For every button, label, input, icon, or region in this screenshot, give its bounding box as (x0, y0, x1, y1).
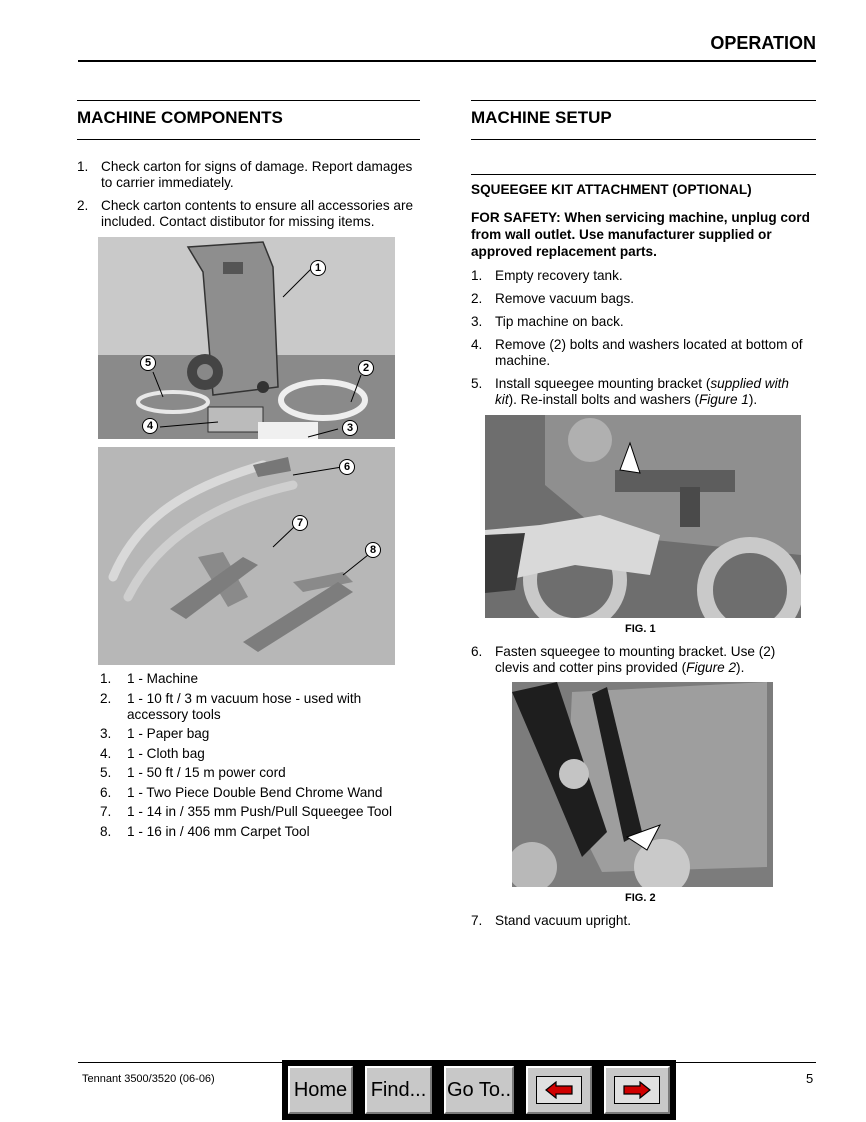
page-section-title: OPERATION (710, 33, 816, 53)
list-text: Tip machine on back. (495, 314, 624, 329)
list-number: 1. (77, 159, 89, 174)
document-id: Tennant 3500/3520 (06-06) (82, 1073, 215, 1085)
components-list (100, 671, 420, 843)
list-text: 1 - 16 in / 406 mm Carpet Tool (127, 823, 310, 839)
page-number: 5 (806, 1071, 814, 1086)
home-button[interactable] (282, 1060, 359, 1120)
home-button-label: Home (288, 1066, 353, 1114)
list-text: 1 - Machine (127, 671, 199, 686)
list-text: Check carton for signs of damage. Report damages to carrier immediately. (101, 159, 413, 190)
list-text: 1 - Cloth bag (127, 745, 205, 761)
callout-7: 7 (292, 515, 308, 531)
goto-button-label: Go To.. (444, 1066, 514, 1114)
find-button[interactable] (359, 1060, 438, 1120)
callout-2: 2 (358, 360, 374, 376)
figure-1-caption: FIG. 1 (625, 623, 656, 635)
list-item (77, 198, 417, 230)
subsection-rule (471, 174, 816, 175)
list-item (100, 765, 420, 781)
list-item (471, 337, 811, 369)
list-text (495, 376, 789, 407)
text-run: Fasten squeegee to mounting bracket. Use (2) clevis and cotter pins provided ( (495, 644, 776, 675)
callout-1: 1 (310, 260, 326, 276)
next-arrow-box (614, 1076, 660, 1104)
text-run-italic: Figure 1 (698, 392, 749, 407)
list-number: 6. (471, 644, 483, 659)
squeegee-kit-subtitle: SQUEEGEE KIT ATTACHMENT (OPTIONAL) (471, 182, 752, 197)
list-text: 1 - 10 ft / 3 m vacuum hose - used with accessory tools (127, 690, 362, 722)
right-arrow-icon (622, 1081, 652, 1099)
list-item (471, 913, 811, 929)
list-item (100, 824, 420, 840)
list-item (100, 746, 420, 762)
figure-1-illustration (485, 415, 801, 618)
list-item (100, 804, 420, 820)
list-item (77, 159, 417, 191)
previous-page-button[interactable] (520, 1060, 598, 1120)
list-number: 4. (471, 337, 483, 352)
text-run: ). (748, 392, 758, 407)
list-text: Empty recovery tank. (495, 268, 623, 283)
accessory-tools-photo (98, 447, 395, 665)
list-number: 2. (471, 291, 483, 306)
machine-components-illustration (98, 237, 395, 439)
left-steps-list (77, 159, 417, 237)
accessory-tools-illustration (98, 447, 395, 665)
left-title-rule-top (77, 100, 420, 101)
list-number: 3. (100, 726, 112, 741)
list-item (471, 644, 811, 676)
list-text: 1 - Two Piece Double Bend Chrome Wand (127, 784, 383, 800)
list-number: 5. (471, 376, 483, 391)
text-run-italic: supplied with kit (495, 376, 789, 407)
list-number: 7. (100, 804, 112, 819)
left-arrow-icon (544, 1081, 574, 1099)
list-number: 7. (471, 913, 483, 928)
callout-3: 3 (342, 420, 358, 436)
setup-step-6 (471, 644, 811, 683)
figure-2-illustration (512, 682, 773, 887)
text-run: ). Re-install bolts and washers ( (508, 392, 699, 407)
previous-page-button-face (526, 1066, 592, 1114)
list-number: 8. (100, 823, 112, 839)
list-item (471, 291, 811, 307)
list-item (100, 726, 420, 742)
goto-button[interactable] (438, 1060, 520, 1120)
list-number: 6. (100, 784, 112, 800)
next-page-button-face (604, 1066, 670, 1114)
header-rule (78, 60, 816, 62)
list-number: 3. (471, 314, 483, 329)
list-text: Stand vacuum upright. (495, 913, 632, 928)
list-text: Remove (2) bolts and washers located at bottom of machine. (495, 337, 803, 368)
next-page-button[interactable] (598, 1060, 676, 1120)
list-item (100, 671, 420, 687)
safety-warning: FOR SAFETY: When servicing machine, unplug cord from wall outlet. Use manufacturer supplied or approved replacement parts. (471, 210, 810, 259)
figure-2-caption: FIG. 2 (625, 892, 656, 904)
figure-1-photo (485, 415, 801, 618)
list-text: 1 - Paper bag (127, 726, 210, 741)
right-title-rule-top (471, 100, 816, 101)
text-run-italic: Figure 2 (686, 660, 737, 675)
list-text: Check carton contents to ensure all accessories are included. Contact distibutor for missing items. (101, 198, 414, 229)
callout-4: 4 (142, 418, 158, 434)
list-item (471, 268, 811, 284)
setup-steps-list (471, 268, 811, 415)
callout-5: 5 (140, 355, 156, 371)
machine-setup-title: MACHINE SETUP (471, 108, 612, 127)
text-run: ). (736, 660, 745, 675)
list-number: 2. (100, 690, 112, 706)
figure-2-photo (512, 682, 773, 887)
list-text (495, 644, 775, 675)
previous-arrow-box (536, 1076, 582, 1104)
callout-6: 6 (339, 459, 355, 475)
text-run: Install squeegee mounting bracket ( (495, 376, 711, 391)
setup-step-7 (471, 913, 811, 936)
machine-components-photo (98, 237, 395, 439)
machine-components-title: MACHINE COMPONENTS (77, 108, 283, 127)
list-number: 5. (100, 765, 112, 780)
list-item (471, 314, 811, 330)
list-item (471, 376, 811, 408)
list-item (100, 691, 420, 723)
list-item (100, 785, 420, 801)
left-title-rule-bottom (77, 139, 420, 140)
list-number: 2. (77, 198, 89, 213)
callout-8: 8 (365, 542, 381, 558)
list-text: 1 - 50 ft / 15 m power cord (127, 765, 286, 780)
list-number: 1. (471, 268, 483, 283)
right-title-rule-bottom (471, 139, 816, 140)
list-text: Remove vacuum bags. (495, 291, 635, 306)
list-number: 4. (100, 745, 112, 761)
list-number: 1. (100, 671, 112, 686)
list-text: 1 - 14 in / 355 mm Push/Pull Squeegee Tool (127, 804, 392, 819)
find-button-label: Find... (365, 1066, 432, 1114)
